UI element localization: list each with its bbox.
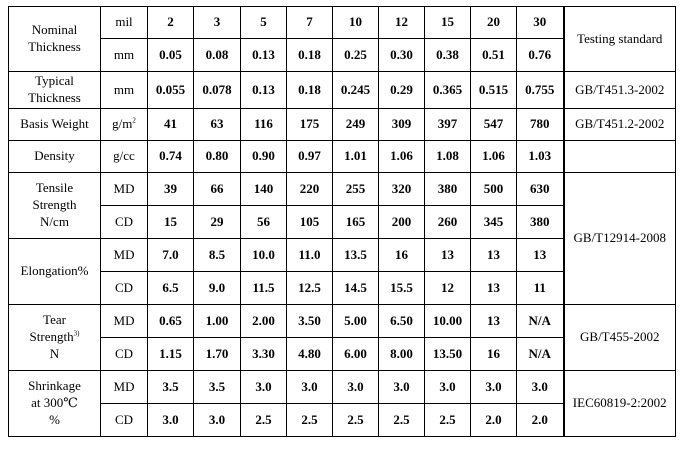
header-testing-standard: Testing standard [564,7,676,72]
value-cell: N/A [517,338,564,371]
value-cell: 0.74 [148,141,194,173]
value-cell: 345 [471,206,517,239]
value-cell: 3.0 [517,371,564,404]
value-cell: 2.0 [517,404,564,437]
label-density: Density [9,141,101,173]
value-cell: 13 [471,305,517,338]
value-cell: 1.15 [148,338,194,371]
value-cell: 9.0 [194,272,241,305]
value-cell: 1.06 [471,141,517,173]
value-cell: 12 [425,272,471,305]
value-cell: 175 [287,109,333,141]
value-cell: 320 [379,173,425,206]
value-cell: 41 [148,109,194,141]
value-cell: 2.5 [333,404,379,437]
value-cell: 780 [517,109,564,141]
value-cell: 0.13 [241,72,287,109]
value-cell: 4.80 [287,338,333,371]
value-cell: 13 [517,239,564,272]
value-cell: 255 [333,173,379,206]
value-cell: 3.50 [287,305,333,338]
value-cell: 1.01 [333,141,379,173]
cell-mil: 12 [379,7,425,39]
value-cell: 2.0 [471,404,517,437]
value-cell: 397 [425,109,471,141]
cell-mm: 0.13 [241,39,287,72]
cell-mil: 5 [241,7,287,39]
value-cell: 1.06 [379,141,425,173]
value-cell: 249 [333,109,379,141]
value-cell: 13.50 [425,338,471,371]
value-cell: 3.0 [148,404,194,437]
value-cell: 11.0 [287,239,333,272]
value-cell: 66 [194,173,241,206]
direction-md: MD [101,173,148,206]
label-elongation: Elongation% [9,239,101,305]
standard-cell: GB/T451.2-2002 [564,109,676,141]
direction-cd: CD [101,338,148,371]
value-cell: 2.00 [241,305,287,338]
value-cell: 11 [517,272,564,305]
cell-mil: 30 [517,7,564,39]
value-cell: 3.5 [148,371,194,404]
cell-mm: 0.18 [287,39,333,72]
cell-mil: 2 [148,7,194,39]
value-cell: 16 [471,338,517,371]
value-cell: 260 [425,206,471,239]
value-cell: 6.50 [379,305,425,338]
row-nominal-mil [9,7,676,39]
cell-mm: 0.08 [194,39,241,72]
cell-mil: 3 [194,7,241,39]
value-cell: 5.00 [333,305,379,338]
cell-mm: 0.51 [471,39,517,72]
unit-cell: $g/m^2$ [101,109,148,141]
value-cell: 200 [379,206,425,239]
value-cell: 0.18 [287,72,333,109]
cell-mm: 0.25 [333,39,379,72]
value-cell: 0.29 [379,72,425,109]
value-cell: 0.515 [471,72,517,109]
value-cell: 0.90 [241,141,287,173]
cell-mil: 15 [425,7,471,39]
cell-mil: 7 [287,7,333,39]
row-tensile-md [9,173,676,206]
value-cell: 2.5 [425,404,471,437]
row-density [9,141,676,173]
label-shrinkage: Shrinkage at 300℃ % [9,371,101,437]
cell-mm: 0.30 [379,39,425,72]
value-cell: 0.055 [148,72,194,109]
value-cell: 630 [517,173,564,206]
value-cell: 39 [148,173,194,206]
value-cell: 3.0 [471,371,517,404]
direction-md: MD [101,305,148,338]
value-cell: 0.755 [517,72,564,109]
specification-table [8,6,676,437]
label-typical-thickness: Typical Thickness [9,72,101,109]
value-cell: 105 [287,206,333,239]
standard-cell-empty [564,141,676,173]
cell-mil: 10 [333,7,379,39]
value-cell: 15 [148,206,194,239]
unit-mm: mm [101,39,148,72]
unit-mil: mil [101,7,148,39]
direction-cd: CD [101,206,148,239]
value-cell: 6.5 [148,272,194,305]
row-typical-thickness [9,72,676,109]
cell-mm: 0.76 [517,39,564,72]
value-cell: 29 [194,206,241,239]
value-cell: 1.08 [425,141,471,173]
value-cell: 3.0 [425,371,471,404]
direction-cd: CD [101,272,148,305]
standard-cell: GB/T451.3-2002 [564,72,676,109]
value-cell: 6.00 [333,338,379,371]
value-cell: 1.00 [194,305,241,338]
value-cell: 116 [241,109,287,141]
value-cell: 0.97 [287,141,333,173]
value-cell: 140 [241,173,287,206]
value-cell: 14.5 [333,272,379,305]
value-cell: 7.0 [148,239,194,272]
cell-mil: 20 [471,7,517,39]
value-cell: 56 [241,206,287,239]
label-nominal-thickness: Nominal Thickness [9,7,101,72]
cell-mm: 0.38 [425,39,471,72]
value-cell: 3.30 [241,338,287,371]
row-basis-weight [9,109,676,141]
cell-mm: 0.05 [148,39,194,72]
value-cell: 3.0 [287,371,333,404]
value-cell: 0.65 [148,305,194,338]
label-basis-weight: Basis Weight [9,109,101,141]
value-cell: 16 [379,239,425,272]
value-cell: 309 [379,109,425,141]
label-tensile-strength: Tensile Strength N/cm [9,173,101,239]
value-cell: 12.5 [287,272,333,305]
value-cell: 380 [517,206,564,239]
value-cell: 2.5 [287,404,333,437]
value-cell: 0.245 [333,72,379,109]
value-cell: 1.03 [517,141,564,173]
direction-md: MD [101,239,148,272]
value-cell: 13 [471,272,517,305]
value-cell: 63 [194,109,241,141]
standard-cell: GB/T12914-2008 [564,173,676,305]
value-cell: 3.0 [333,371,379,404]
value-cell: 13 [425,239,471,272]
value-cell: 13 [471,239,517,272]
standard-cell: GB/T455-2002 [564,305,676,371]
value-cell: 10.0 [241,239,287,272]
value-cell: 165 [333,206,379,239]
value-cell: 1.70 [194,338,241,371]
value-cell: 11.5 [241,272,287,305]
value-cell: 8.5 [194,239,241,272]
value-cell: 10.00 [425,305,471,338]
value-cell: 15.5 [379,272,425,305]
value-cell: 8.00 [379,338,425,371]
value-cell: 380 [425,173,471,206]
value-cell: 2.5 [379,404,425,437]
value-cell: 0.078 [194,72,241,109]
value-cell: 2.5 [241,404,287,437]
value-cell: 3.0 [379,371,425,404]
value-cell: 220 [287,173,333,206]
value-cell: 3.0 [194,404,241,437]
value-cell: 0.365 [425,72,471,109]
row-shrinkage-md [9,371,676,404]
unit-cell: mm [101,72,148,109]
value-cell: 13.5 [333,239,379,272]
label-tear-strength: Tear Strength$^{3)}$ N [9,305,101,371]
value-cell: 3.0 [241,371,287,404]
value-cell: 0.80 [194,141,241,173]
direction-md: MD [101,371,148,404]
value-cell: 500 [471,173,517,206]
standard-cell: IEC60819-2:2002 [564,371,676,437]
row-tear-md [9,305,676,338]
direction-cd: CD [101,404,148,437]
value-cell: N/A [517,305,564,338]
unit-cell: g/cc [101,141,148,173]
value-cell: 3.5 [194,371,241,404]
value-cell: 547 [471,109,517,141]
